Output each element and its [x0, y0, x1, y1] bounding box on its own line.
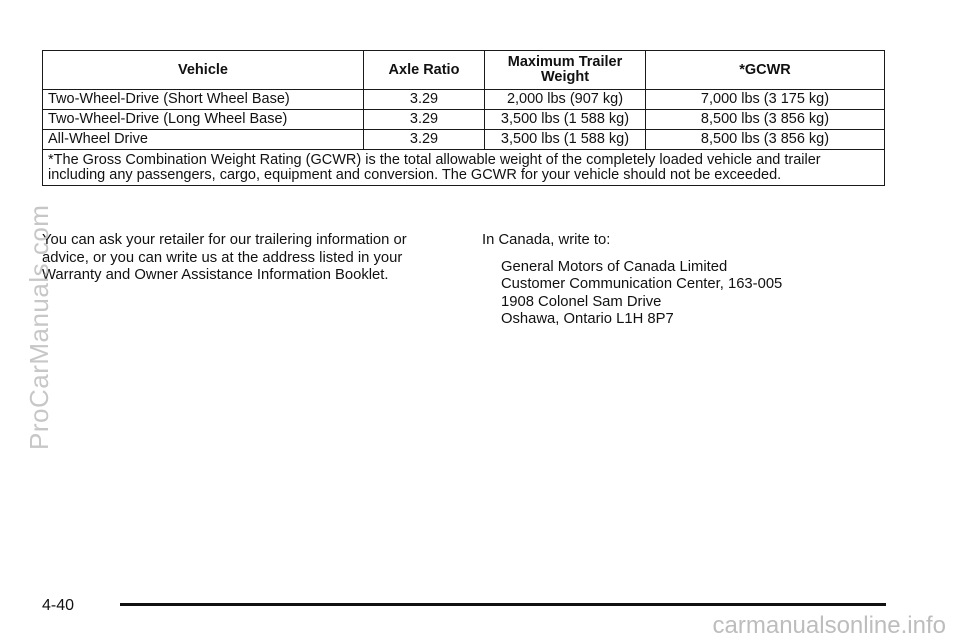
table-footnote-row [43, 150, 885, 186]
trailer-weight-table [42, 50, 885, 186]
cell-vehicle: Two-Wheel-Drive (Short Wheel Base) [43, 90, 364, 110]
address-line: Oshawa, Ontario L1H 8P7 [501, 311, 674, 328]
cell-max-trailer-weight: 2,000 lbs (907 kg) [485, 90, 646, 110]
cell-vehicle: All-Wheel Drive [43, 130, 364, 150]
table-row [43, 110, 885, 130]
cell-max-trailer-weight: 3,500 lbs (1 588 kg) [485, 130, 646, 150]
address-line: Customer Communication Center, 163-005 [501, 276, 783, 293]
canada-intro: In Canada, write to: [482, 232, 611, 248]
header-vehicle: Vehicle [43, 51, 364, 90]
canada-address [482, 259, 902, 329]
address-line: General Motors of Canada Limited [501, 258, 728, 275]
header-axle-ratio: Axle Ratio [364, 51, 485, 90]
cell-gcwr: 7,000 lbs (3 175 kg) [646, 90, 885, 110]
page-number: 4-40 [42, 597, 75, 614]
address-line: 1908 Colonel Sam Drive [501, 293, 662, 310]
table-row [43, 90, 885, 110]
cell-gcwr: 8,500 lbs (3 856 kg) [646, 130, 885, 150]
footer-rule [120, 603, 886, 606]
retailer-paragraph: You can ask your retailer for our trailering information or advice, or you can write us at the address listed in your Warranty and Owner Assistance Information Booklet. [42, 232, 407, 284]
header-gcwr: *GCWR [646, 51, 885, 90]
side-watermark: ProCarManuals.com [24, 204, 54, 450]
cell-axle-ratio: 3.29 [364, 110, 485, 130]
cell-gcwr: 8,500 lbs (3 856 kg) [646, 110, 885, 130]
cell-axle-ratio: 3.29 [364, 90, 485, 110]
left-column [42, 232, 457, 285]
right-column [482, 232, 902, 329]
cell-vehicle: Two-Wheel-Drive (Long Wheel Base) [43, 110, 364, 130]
gcwr-footnote: *The Gross Combination Weight Rating (GCWR) is the total allowable weight of the completely loaded vehicle and trailer including any passengers, cargo, equipment and conversion. The GCWR for your vehicle should not be exceeded. [43, 150, 885, 186]
table-row [43, 130, 885, 150]
header-max-trailer-weight: Maximum Trailer Weight [485, 51, 646, 90]
footer-watermark: carmanualsonline.info [712, 612, 946, 639]
table-header-row [43, 51, 885, 90]
cell-axle-ratio: 3.29 [364, 130, 485, 150]
cell-max-trailer-weight: 3,500 lbs (1 588 kg) [485, 110, 646, 130]
